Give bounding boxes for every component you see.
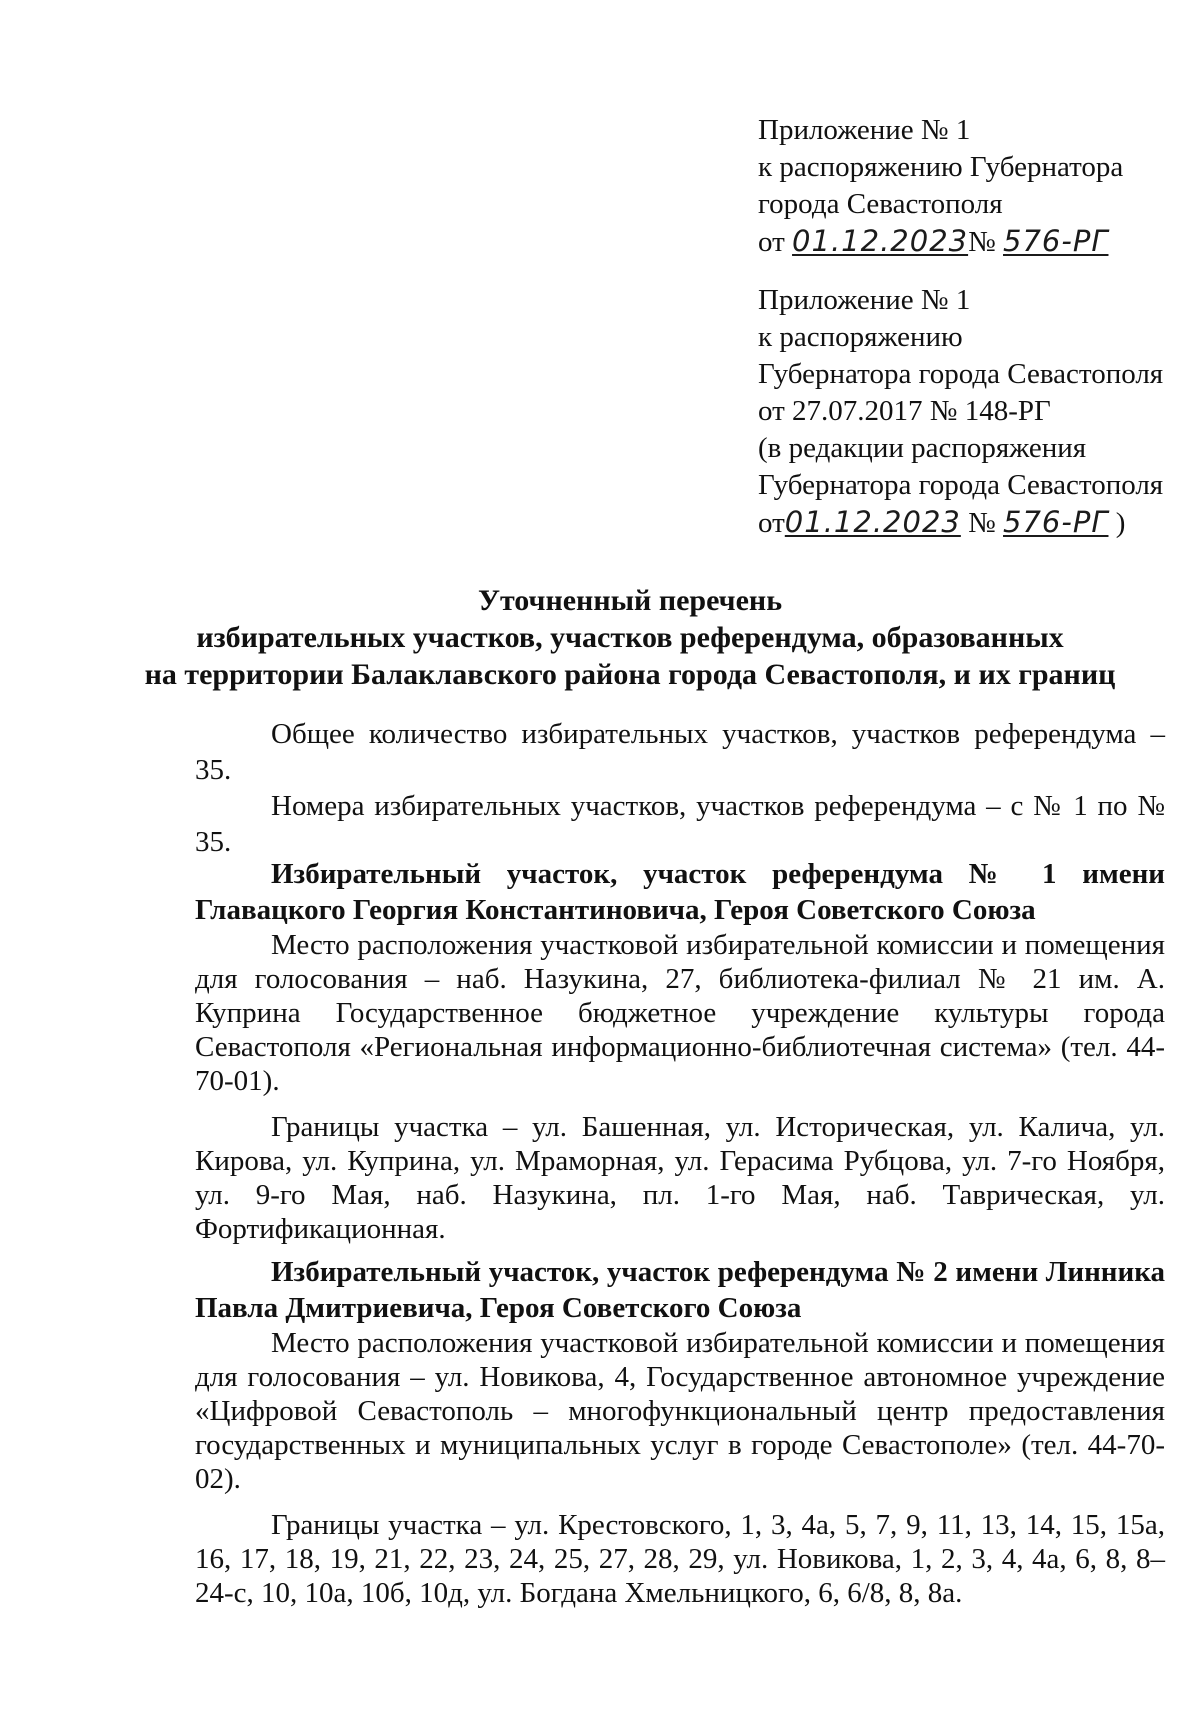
polling-station-section [195,856,1165,1246]
appendix-authority: Губернатора города Севастополя [758,358,1164,390]
handwritten-date: 01.12.2023 [792,224,969,258]
section-heading: Избирательный участок, участок референдума № 1 имени Главацкого Георгия Константиновича, Героя Советского Союза [195,858,1165,926]
section-boundaries: Границы участка – ул. Крестовского, 1, 3, 4а, 5, 7, 9, 11, 13, 14, 15, 15а, 16, 17, 18, 19, 21, 22, 23, 24, 25, 27, 28, 29, ул. Новикова, 1, 2, 3, 4, 4а, 6, 8, 8–24-с, 10, 10а, 10б, 10д, ул. Богдана Хмельницкого, 6, 6/8, 8, 8а. [195,1509,1165,1609]
appendix-date-line [758,223,1178,261]
section-heading: Избирательный участок, участок референдума № 2 имени Линника Павла Дмитриевича, Героя Советского Союза [195,1256,1165,1324]
number-sign: № [968,507,996,539]
appendix-label: Приложение № 1 [758,284,971,316]
title-line-3: на территории Балаклавского района города Севастополя, и их границ [144,658,1116,691]
handwritten-number: 576-РГ [1003,224,1109,258]
section-location: Место расположения участковой избирательной комиссии и помещения для голосования – наб. Назукина, 27, библиотека-филиал № 21 им. А. Куприна Государственное бюджетное учреждение культуры города Севастополя «Региональная информационно-библиотечная система» (тел. 44-70-01). [195,929,1165,1097]
handwritten-number: 576-РГ [1003,505,1109,539]
appendix-city: города Севастополя [758,188,1003,220]
date-prefix: от [758,507,785,539]
title-line-1: Уточненный перечень [477,584,783,617]
number-sign: № [968,226,996,258]
closing-parenthesis: ) [1115,507,1126,539]
appendix-edition-date-line [758,504,1178,542]
date-prefix: от [758,226,785,258]
appendix-original-date: от 27.07.2017 № 148-РГ [758,395,1051,427]
appendix-reference: к распоряжению [758,321,963,353]
appendix-reference: к распоряжению Губернатора [758,151,1124,183]
summary-total: Общее количество избирательных участков, участков референдума – 35. [195,718,1165,786]
section-location: Место расположения участковой избирательной комиссии и помещения для голосования – ул. Новикова, 4, Государственное автономное учреждение «Цифровой Севастополь – многофункциональный центр предоставления государственных и муниципальных услуг в городе Севастополе» (тел. 44-70-02). [195,1327,1165,1495]
appendix-label: Приложение № 1 [758,114,971,146]
appendix-edition-authority: Губернатора города Севастополя [758,469,1164,501]
appendix-edition-note: (в редакции распоряжения [758,432,1087,464]
polling-station-section [195,1254,1165,1610]
title-line-2: избирательных участков, участков референдума, образованных [196,621,1064,654]
handwritten-date: 01.12.2023 [784,505,961,539]
document-title [90,582,1170,693]
summary-block [195,716,1165,860]
appendix-header-current [758,112,1178,261]
section-boundaries: Границы участка – ул. Башенная, ул. Историческая, ул. Калича, ул. Кирова, ул. Куприна, ул. Мраморная, ул. Герасима Рубцова, ул. 7-го Ноября, ул. 9-го Мая, наб. Назукина, пл. 1-го Мая, наб. Таврическая, ул. Фортификационная. [195,1111,1165,1245]
appendix-header-original [758,282,1178,542]
summary-numbers: Номера избирательных участков, участков референдума – с № 1 по № 35. [195,790,1165,858]
